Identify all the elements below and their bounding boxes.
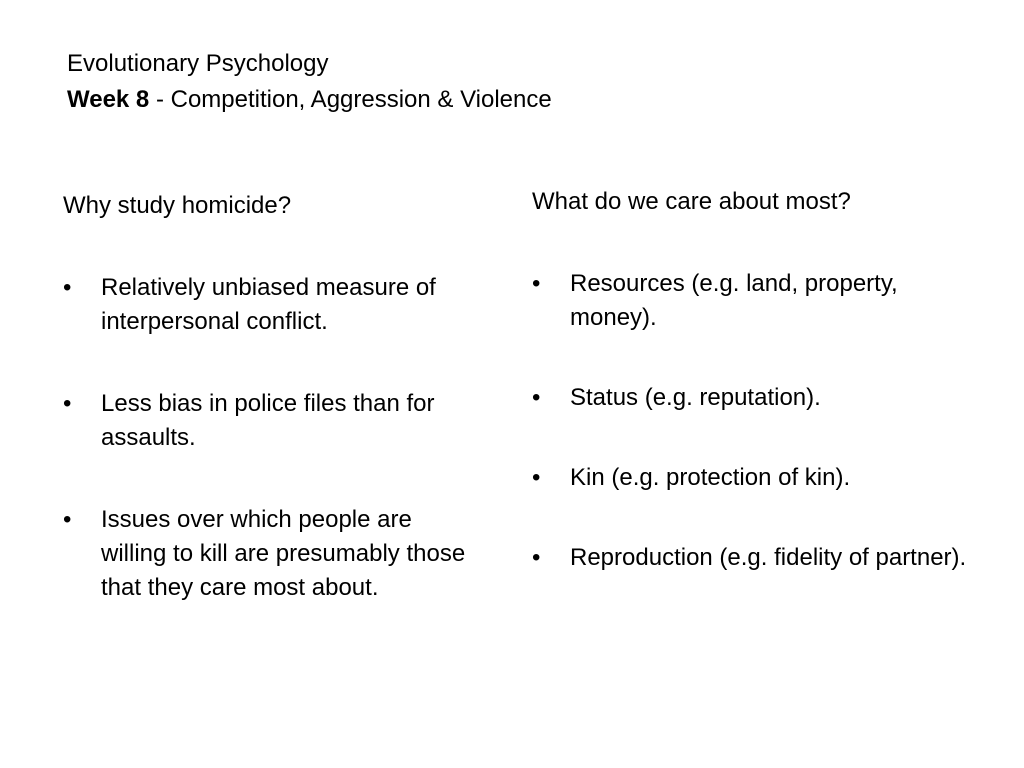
- list-item: [532, 541, 972, 575]
- bullet-icon: •: [532, 544, 541, 571]
- slide-title: [67, 46, 552, 118]
- bullet-icon: •: [63, 506, 72, 533]
- left-bullet-list: [63, 271, 483, 653]
- bullet-text: Relatively unbiased measure of interpersonal conflict.: [101, 274, 436, 335]
- bullet-icon: •: [532, 464, 541, 491]
- bullet-icon: •: [63, 390, 72, 417]
- week-topic: - Competition, Aggression & Violence: [149, 86, 552, 113]
- bullet-icon: •: [63, 274, 72, 301]
- bullet-text: Less bias in police files than for assaults.: [101, 390, 435, 451]
- bullet-icon: •: [532, 270, 541, 297]
- course-title: Evolutionary Psychology: [67, 50, 329, 77]
- week-title: [67, 82, 552, 118]
- week-label: Week 8: [67, 86, 150, 113]
- bullet-text: Kin (e.g. protection of kin).: [570, 464, 851, 491]
- right-bullet-list: [532, 267, 972, 621]
- list-item: [63, 503, 483, 605]
- bullet-text: Reproduction (e.g. fidelity of partner).: [570, 544, 967, 571]
- list-item: [532, 267, 972, 335]
- right-column-heading: What do we care about most?: [532, 188, 851, 215]
- list-item: [63, 387, 483, 455]
- left-column-heading: Why study homicide?: [63, 192, 292, 219]
- bullet-text: Issues over which people are willing to kill are presumably those that they care most about.: [101, 506, 466, 601]
- bullet-icon: •: [532, 384, 541, 411]
- bullet-text: Resources (e.g. land, property, money).: [570, 270, 898, 331]
- list-item: [63, 271, 483, 339]
- bullet-text: Status (e.g. reputation).: [570, 384, 821, 411]
- list-item: [532, 381, 972, 415]
- list-item: [532, 461, 972, 495]
